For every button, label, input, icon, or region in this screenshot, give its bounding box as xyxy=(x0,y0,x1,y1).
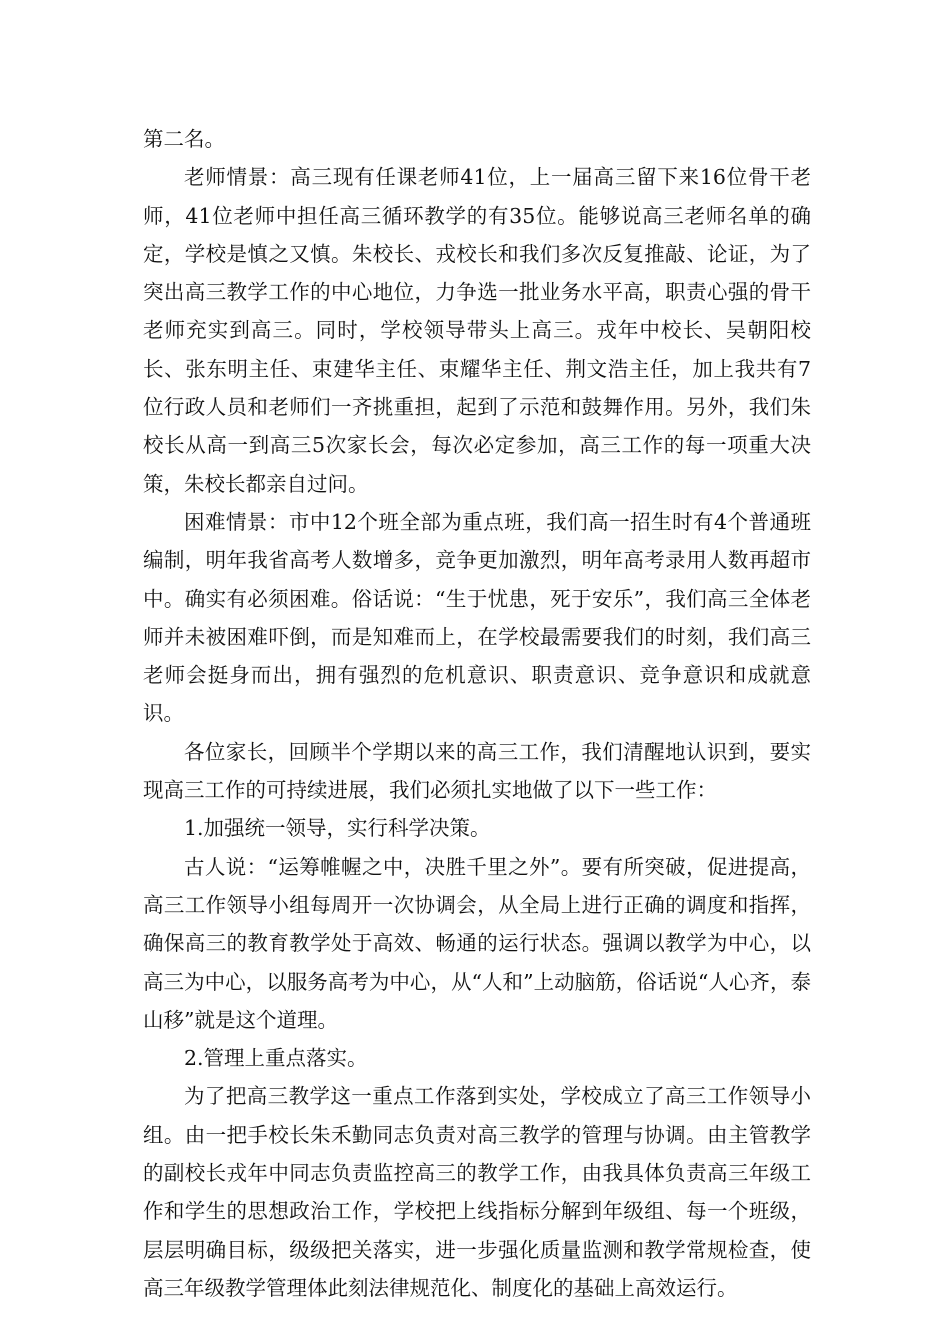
paragraph-item-1-body: 古人说：“运筹帷幄之中，决胜千里之外”。要有所突破，促进提高，高三工作领导小组每周开一次协调会，从全局上进行正确的调度和指挥，确保高三的教育教学处于高效、畅通的运行状态。强调以教学为中心，以高三为中心，以服务高考为中心，从“人和”上动脑筋，俗话说“人心齐，泰山移”就是这个道理。 xyxy=(143,854,811,1032)
paragraph-review: 各位家长，回顾半个学期以来的高三工作，我们清醒地认识到，要实现高三工作的可持续进展，我们必须扎实地做了以下一些工作： xyxy=(143,739,811,803)
paragraph-item-2-body: 为了把高三教学这一重点工作落到实处，学校成立了高三工作领导小组。由一把手校长朱禾勤同志负责对高三教学的管理与协调。由主管教学的副校长戎年中同志负责监控高三的教学工作，由我具体负责高三年级工作和学生的思想政治工作，学校把上线指标分解到年级组、每一个班级，层层明确目标，级级把关落实，进一步强化质量监测和教学常规检查，使高三年级教学管理体此刻法律规范化、制度化的基础上高效运行。 xyxy=(143,1084,811,1300)
paragraph-difficulty-situation: 困难情景：市中12个班全部为重点班，我们高一招生时有4个普通班编制，明年我省高考人数增多，竞争更加激烈，明年高考录用人数再超市中。确实有必须困难。俗话说：“生于忧患，死于安乐”，我们高三全体老师并未被困难吓倒，而是知难而上，在学校最需要我们的时刻，我们高三老师会挺身而出，拥有强烈的危机意识、职责意识、竞争意识和成就意识。 xyxy=(143,509,811,726)
paragraph-teacher-situation: 老师情景：高三现有任课老师41位，上一届高三留下来16位骨干老师，41位老师中担任高三循环教学的有35位。能够说高三老师名单的确定，学校是慎之又慎。朱校长、戎校长和我们多次反复推敲、论证，为了突出高三教学工作的中心地位，力争选一批业务水平高，职责心强的骨干老师充实到高三。同时，学校领导带头上高三。戎年中校长、吴朝阳校长、张东明主任、束建华主任、束耀华主任、荆文浩主任，加上我共有7位行政人员和老师们一齐挑重担，起到了示范和鼓舞作用。另外，我们朱校长从高一到高三5次家长会，每次必定参加，高三工作的每一项重大决策，朱校长都亲自过问。 xyxy=(143,165,811,496)
document-body xyxy=(143,120,811,1307)
heading-item-1: 1.加强统一领导，实行科学决策。 xyxy=(184,816,491,841)
paragraph-continuation: 第二名。 xyxy=(143,127,225,151)
heading-item-2: 2.管理上重点落实。 xyxy=(184,1046,368,1071)
